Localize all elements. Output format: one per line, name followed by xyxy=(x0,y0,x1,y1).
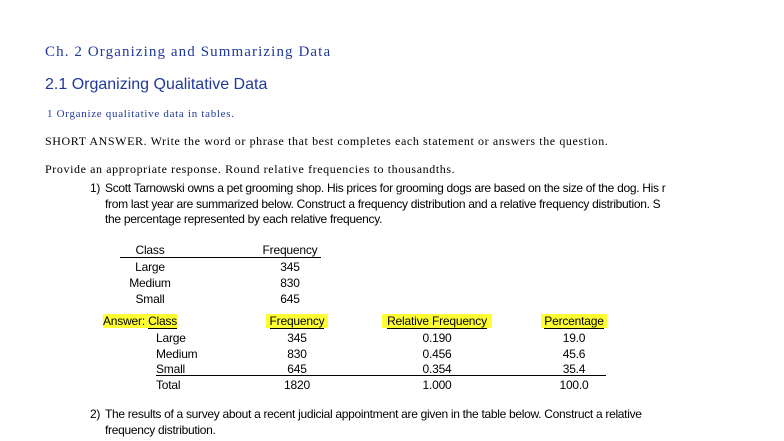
answer-header-frequency: Frequency xyxy=(266,314,328,328)
question1-number: 1) xyxy=(90,181,101,195)
answer-cell: 45.6 xyxy=(562,347,586,361)
table-cell: Large xyxy=(135,260,165,274)
answer-cell-class: Medium xyxy=(156,347,198,361)
answer-cell: 0.190 xyxy=(422,331,452,345)
short-answer-instruction xyxy=(45,134,608,149)
table-cell: Small xyxy=(135,292,165,306)
answer-cell: 100.0 xyxy=(559,378,589,392)
total-rule xyxy=(156,375,606,376)
answer-cell: 645 xyxy=(287,362,307,376)
answer-cell-class: Large xyxy=(156,331,186,345)
answer-cell: 0.354 xyxy=(422,362,452,376)
table-cell: 345 xyxy=(280,260,300,274)
table-header-class: Class xyxy=(135,243,165,257)
answer-cell: 0.456 xyxy=(422,347,452,361)
question1-line: the percentage represented by each relative frequency. xyxy=(105,212,383,226)
short-answer-text: Write the word or phrase that best completes each statement or answers the question. xyxy=(150,134,609,148)
answer-cell-class: Total xyxy=(156,378,181,392)
answer-label: Answer: Class xyxy=(103,314,178,328)
table-cell: Medium xyxy=(129,276,171,290)
table-cell: 830 xyxy=(280,276,300,290)
answer-cell: 19.0 xyxy=(562,331,586,345)
table-cell: 645 xyxy=(280,292,300,306)
question1-line: from last year are summarized below. Construct a frequency distribution and a relative frequency distribution. S xyxy=(105,197,661,211)
answer-cell: 1.000 xyxy=(422,378,452,392)
table-header-frequency: Frequency xyxy=(262,243,318,257)
answer-cell: 830 xyxy=(287,347,307,361)
answer-header-class: Class xyxy=(148,314,178,328)
answer-header-percentage: Percentage xyxy=(541,314,607,328)
answer-cell: 35.4 xyxy=(562,362,586,376)
chapter-title: Ch. 2 Organizing and Summarizing Data xyxy=(45,44,332,60)
question2-number: 2) xyxy=(90,407,101,421)
short-answer-label: SHORT ANSWER. xyxy=(45,134,148,148)
answer-cell: 345 xyxy=(287,331,307,345)
answer-header-relative-frequency: Relative Frequency xyxy=(382,314,492,328)
question1-line: Scott Tarnowski owns a pet grooming shop. His prices for grooming dogs are based on the size of the dog. His r xyxy=(105,181,666,195)
answer-cell: 1820 xyxy=(284,378,310,392)
question2-line: The results of a survey about a recent judicial appointment are given in the table below. Construct a relative xyxy=(105,407,642,421)
provide-instruction: Provide an appropriate response. Round relative frequencies to thousandths. xyxy=(45,162,456,176)
objective-heading: 1 Organize qualitative data in tables. xyxy=(47,108,235,120)
answer-cell-class: Small xyxy=(156,362,186,376)
section-title: 2.1 Organizing Qualitative Data xyxy=(45,76,268,93)
question2-line: frequency distribution. xyxy=(105,423,216,437)
table-header-rule xyxy=(120,257,321,258)
